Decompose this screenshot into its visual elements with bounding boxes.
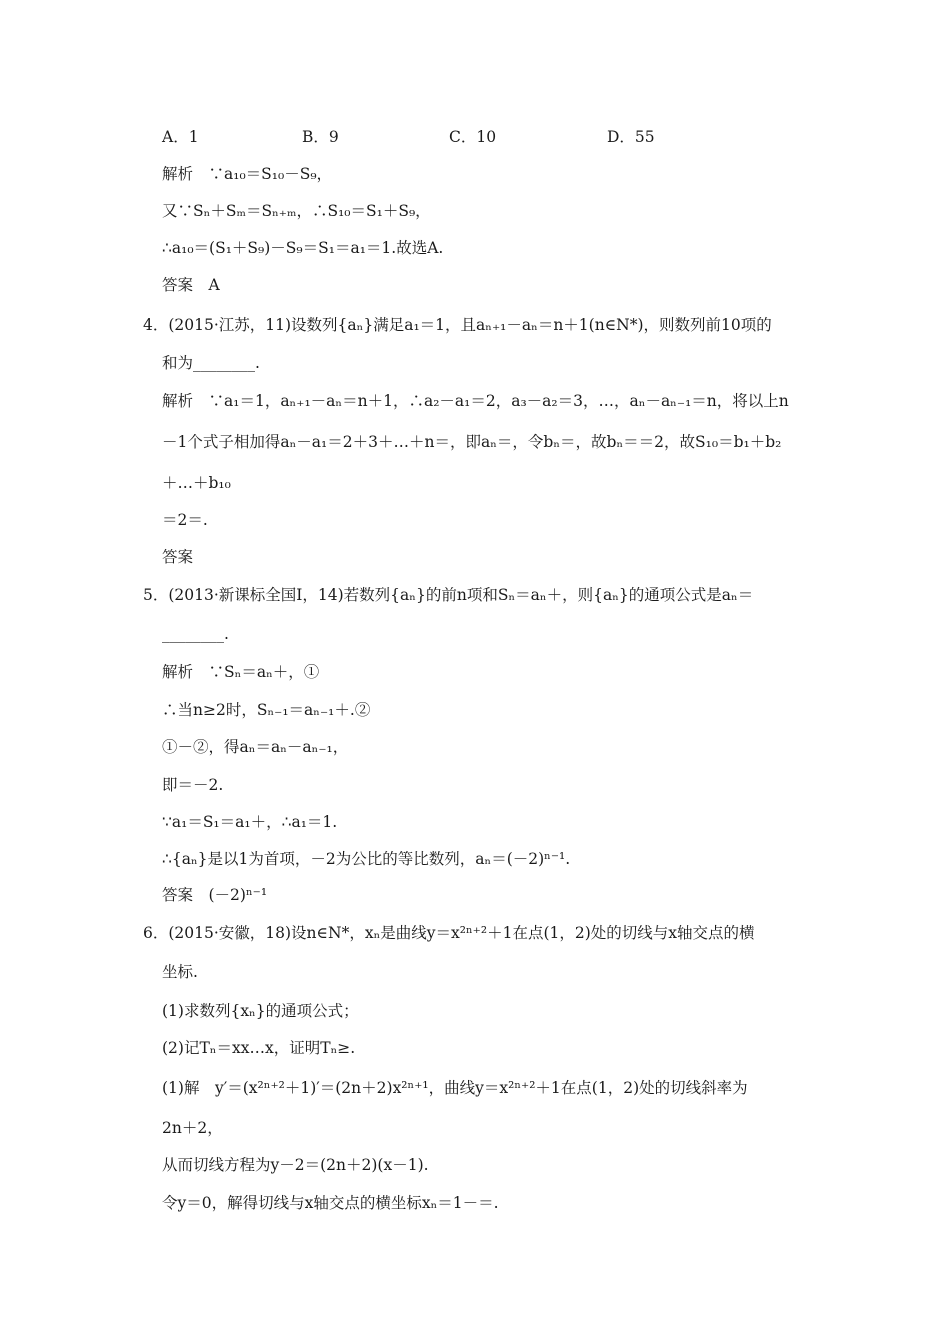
solution-line: 从而切线方程为y－2＝(2n＋2)(x－1). (162, 1156, 429, 1174)
analysis-line: ∴当n≥2时，Sₙ₋₁＝aₙ₋₁＋.② (162, 701, 371, 719)
solution-line: 2n＋2， (162, 1119, 223, 1137)
answer-line: 答案 A (162, 276, 220, 294)
question-6-part-1: (1)求数列{xₙ}的通项公式； (162, 1002, 359, 1020)
answer-line: 答案 (162, 548, 194, 566)
question-5-title-cont: ________. (162, 625, 229, 643)
answer-line: 答案 (－2)ⁿ⁻¹ (162, 886, 268, 904)
analysis-line: 解析 ∵Sₙ＝aₙ＋，① (162, 663, 320, 681)
option-a: A．1 (162, 128, 199, 146)
analysis-line: ＝2＝. (162, 511, 208, 529)
solution-line: 令y＝0，解得切线与x轴交点的横坐标xₙ＝1－＝. (162, 1194, 499, 1212)
analysis-line: ∵a₁＝S₁＝a₁＋，∴a₁＝1. (162, 813, 338, 831)
question-5-title: 5．(2013·新课标全国Ⅰ，14)若数列{aₙ}的前n项和Sₙ＝aₙ＋，则{aₙ}的通项公式是aₙ＝ (143, 586, 754, 604)
question-6-part-2: (2)记Tₙ＝xx…x，证明Tₙ≥. (162, 1039, 356, 1057)
option-c: C．10 (449, 128, 497, 146)
analysis-line: ∴{aₙ}是以1为首项，－2为公比的等比数列，aₙ＝(－2)ⁿ⁻¹. (162, 850, 571, 868)
analysis-line: ①－②，得aₙ＝aₙ－aₙ₋₁， (162, 738, 349, 756)
option-b: B．9 (302, 128, 339, 146)
question-4-title: 4．(2015·江苏，11)设数列{aₙ}满足a₁＝1，且aₙ₊₁－aₙ＝n＋1(n∈N*)，则数列前10项的 (143, 316, 772, 334)
question-6-title: 6．(2015·安徽，18)设n∈N*，xₙ是曲线y＝x²ⁿ⁺²＋1在点(1，2)处的切线与x轴交点的横 (143, 924, 755, 942)
analysis-line: 又∵Sₙ＋Sₘ＝Sₙ₊ₘ，∴S₁₀＝S₁＋S₉， (162, 202, 431, 220)
analysis-line: 解析 ∵a₁＝1，aₙ₊₁－aₙ＝n＋1，∴a₂－a₁＝2，a₃－a₂＝3，…，aₙ－aₙ₋₁＝n，将以上n (162, 392, 789, 410)
analysis-line: ∴a₁₀＝(S₁＋S₉)－S₉＝S₁＝a₁＝1.故选A. (162, 239, 444, 257)
analysis-line: 即＝－2. (162, 776, 224, 794)
question-6-title-cont: 坐标. (162, 963, 198, 981)
analysis-line: －1个式子相加得aₙ－a₁＝2＋3＋…＋n＝，即aₙ＝，令bₙ＝，故bₙ＝＝2，故S₁₀＝b₁＋b₂ (162, 433, 782, 451)
analysis-line: ＋…＋b₁₀ (162, 474, 231, 492)
question-4-title-cont: 和为________. (162, 354, 260, 372)
solution-line: (1)解 y′＝(x²ⁿ⁺²＋1)′＝(2n＋2)x²ⁿ⁺¹，曲线y＝x²ⁿ⁺²＋1在点(1，2)处的切线斜率为 (162, 1079, 748, 1097)
option-d: D．55 (607, 128, 655, 146)
analysis-line: 解析 ∵a₁₀＝S₁₀－S₉， (162, 165, 333, 183)
